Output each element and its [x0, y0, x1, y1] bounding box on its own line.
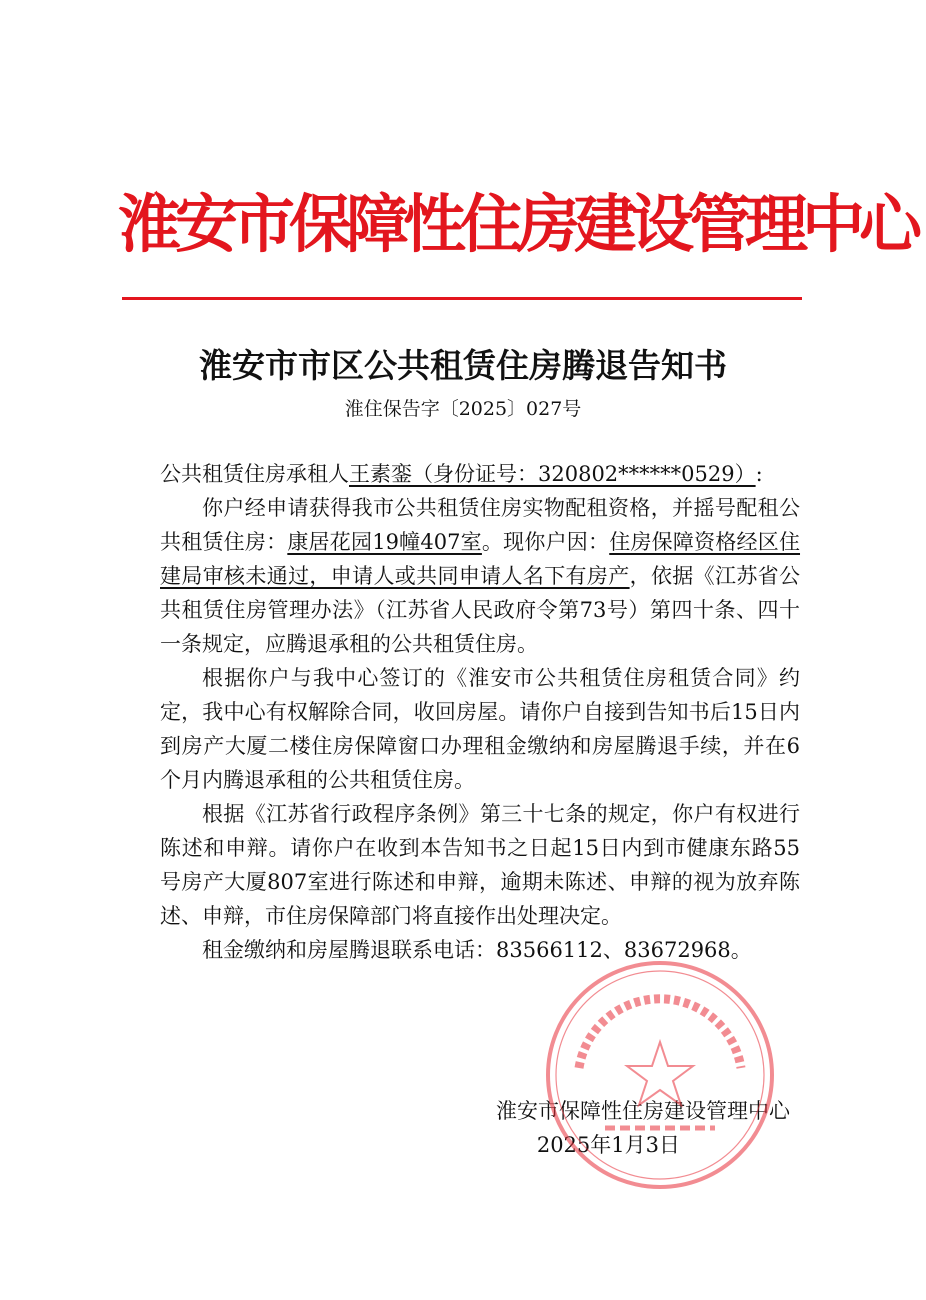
- letterhead-red-rule: [122, 297, 802, 300]
- document-title: 淮安市市区公共租赁住房腾退告知书: [199, 346, 727, 385]
- letterhead-org-name: 淮安市保障性住房建设管理中心: [118, 188, 916, 261]
- paragraph-appeal: 根据《江苏省行政程序条例》第三十七条的规定，你户有权进行陈述和申辩。请你户在收到本告知书之日起15日内到市健康东路55号房产大厦807室进行陈述和申辩，逾期未陈述、申辩的视为放弃陈述、申辩，市住房保障部门将直接作出处理决定。: [160, 802, 800, 928]
- salutation-suffix: :: [755, 462, 763, 486]
- para1-text-1: 你户经申请获得我市公共租赁住房实物配租资格，并摇号配租公共租赁住房：: [160, 496, 800, 554]
- para1-text-3: ，依据《江苏省公共租赁住房管理办法》（江苏省人民政府令第73号）第四十条、四十一条规定，应腾退承租的公共租赁住房。: [160, 564, 801, 656]
- paragraph-contract: 根据你户与我中心签订的《淮安市公共租赁住房租赁合同》约定，我中心有权解除合同，收回房屋。请你户自接到告知书后15日内到房产大厦二楼住房保障窗口办理租金缴纳和房屋腾退手续，并在6个月内腾退承租的公共租赁住房。: [160, 666, 800, 792]
- document-body: [160, 457, 800, 967]
- signature-block: [420, 1094, 790, 1162]
- eviction-reason: 住房保障资格经区住建局审核未通过，申请人或共同申请人名下有房产: [160, 530, 801, 588]
- salutation: [160, 457, 800, 491]
- salutation-prefix: 公共租赁住房承租人: [160, 462, 349, 486]
- paragraph-allocation: [160, 491, 800, 661]
- para1-text-2: 。现你户因：: [481, 530, 610, 554]
- tenant-name-id: 王素銮（身份证号：320802******0529）: [349, 462, 756, 486]
- issuer-name: 淮安市保障性住房建设管理中心: [496, 1099, 790, 1123]
- document-number: 淮住保告字〔2025〕027号: [344, 398, 582, 420]
- issue-date: 2025年1月3日: [536, 1133, 680, 1157]
- housing-address: 康居花园19幢407室: [287, 530, 482, 554]
- official-seal-icon: [535, 950, 785, 1200]
- paragraph-contact-phone: 租金缴纳和房屋腾退联系电话：83566112、83672968。: [202, 938, 752, 962]
